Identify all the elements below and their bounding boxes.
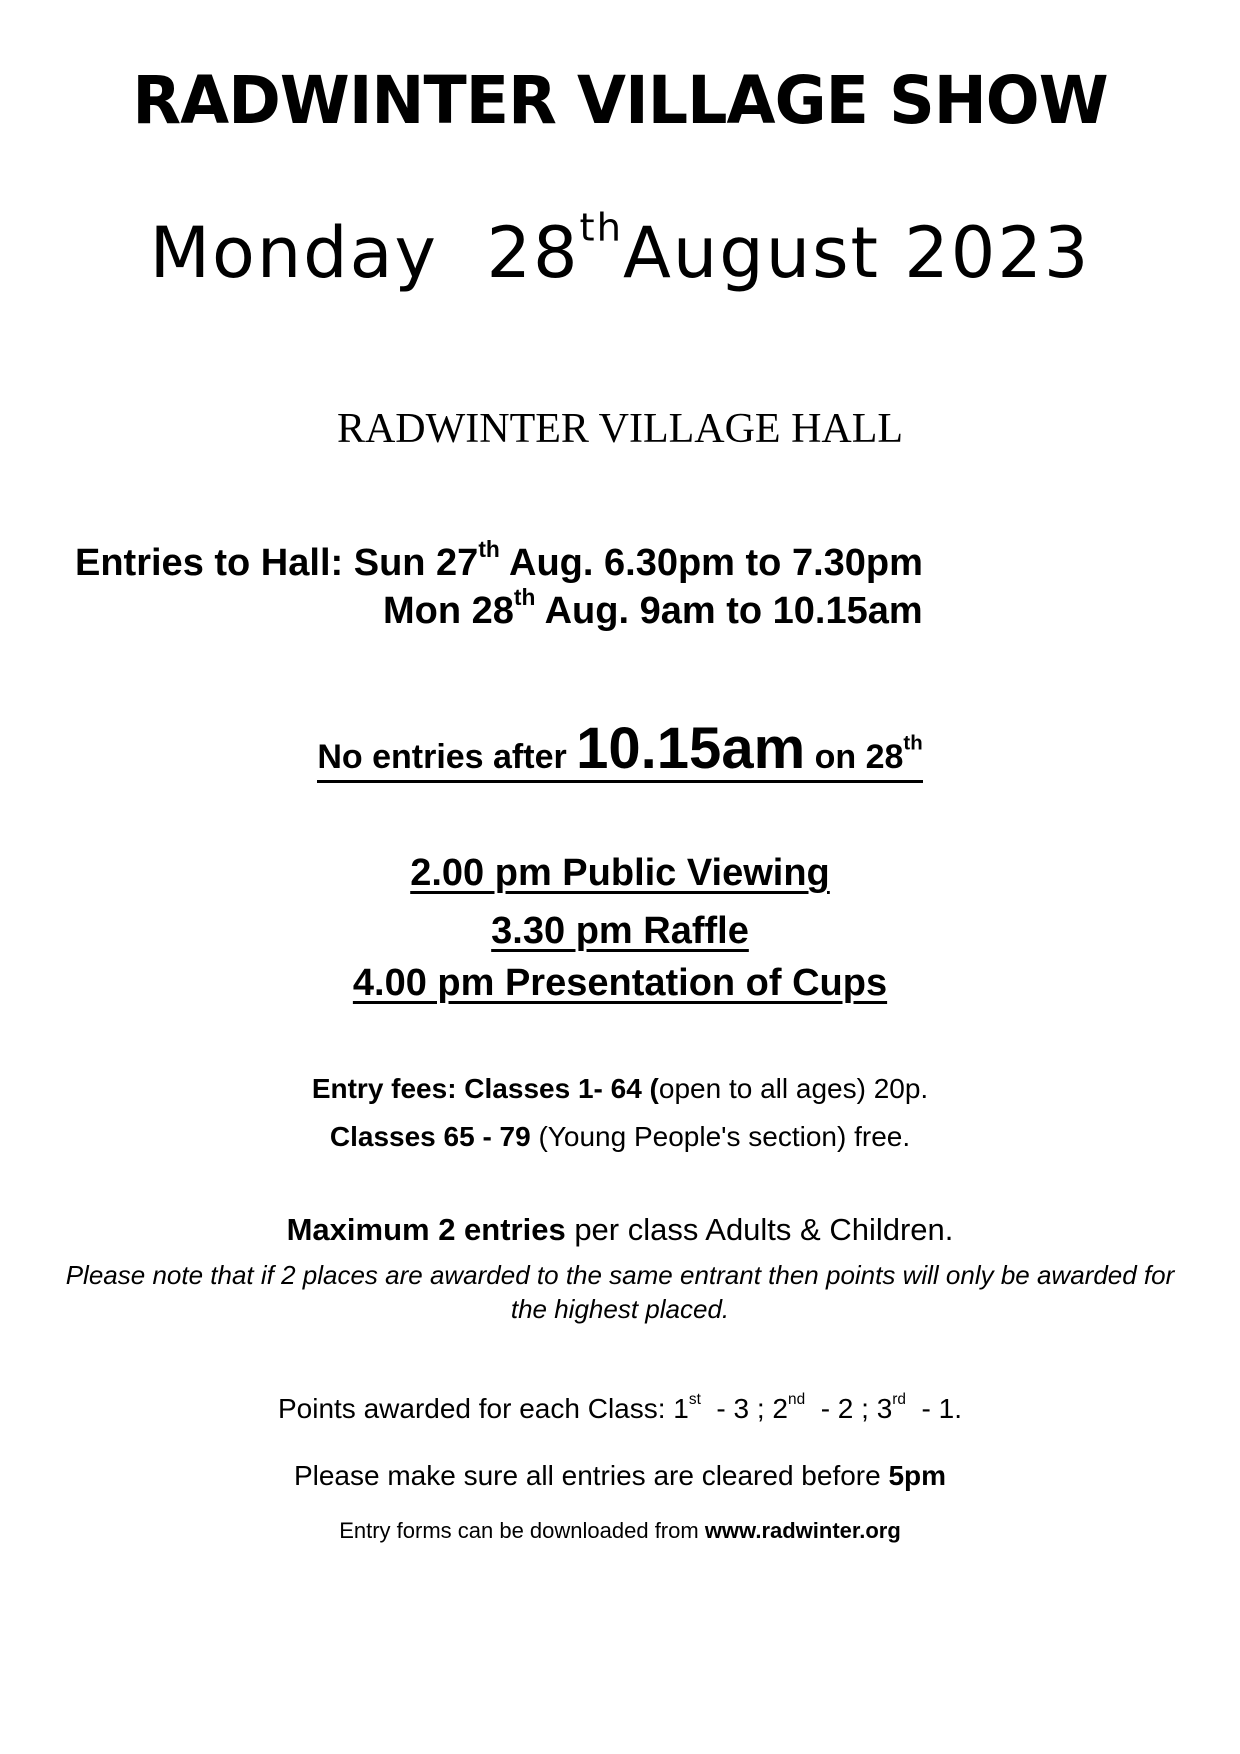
entries-label: Entries to Hall: [75,542,344,584]
no-entries-notice [0,716,1240,783]
maximum-entries [0,1212,1240,1248]
clear-entries-notice [0,1460,1240,1492]
show-title: RADWINTER VILLAGE SHOW [132,62,1108,139]
no-entries-suffix: th [903,732,923,755]
forms-normal: Entry forms can be downloaded from [339,1518,705,1543]
cleared-normal: Please make sure all entries are cleared before [293,1460,889,1491]
entry-fees-normal-2: (Young People's section) free. [530,1121,911,1152]
date-month-year: August 2023 [623,212,1091,294]
points-suffix-2: nd [788,1391,806,1409]
schedule-item-cups [0,962,1240,1005]
entries-day-2: Mon 28 [383,590,514,632]
venue: RADWINTER VILLAGE HALL [336,406,904,452]
points-part-1: - 3 ; 2 [700,1393,789,1424]
maximum-normal: per class Adults & Children. [565,1212,954,1247]
show-date [0,205,1240,294]
entries-line-1 [75,535,923,585]
points-awarded [0,1393,1240,1425]
points-part-2: - 2 ; 3 [805,1393,893,1424]
points-suffix-1: st [688,1391,701,1409]
placement-note [0,1258,1240,1326]
date-day-suffix: th [579,205,624,251]
entry-fees-bold-2: Classes 65 - 79 [329,1121,531,1152]
points-prefix: Points awarded for each Class: 1 [277,1393,689,1424]
schedule-text-raffle: 3.30 pm Raffle [491,910,749,952]
entry-forms-notice [0,1518,1240,1544]
schedule-text-viewing: 2.00 pm Public Viewing [410,852,830,894]
entries-day-1-suffix: th [478,535,500,562]
entries-line-2 [383,583,923,633]
schedule-item-raffle [0,910,1240,953]
no-entries-time: 10.15am [576,716,806,781]
entries-rest-1: Aug. 6.30pm to 7.30pm [509,542,923,584]
entries-day-2-suffix: th [513,583,536,610]
schedule-text-cups: 4.00 pm Presentation of Cups [352,962,888,1004]
no-entries-on: on 28 [814,738,904,776]
date-day: 28 [486,212,580,294]
points-suffix-3: rd [892,1391,906,1409]
entry-fees-line-1 [0,1073,1240,1105]
entry-fees-line-2 [0,1121,1240,1153]
entries-day-1: Sun 27 [353,542,479,584]
date-weekday: Monday [149,212,438,294]
forms-website-link[interactable]: www.radwinter.org [704,1518,901,1543]
schedule-item-viewing [0,852,1240,895]
points-part-3: - 1. [905,1393,962,1424]
cleared-bold: 5pm [888,1460,947,1491]
maximum-bold: Maximum 2 entries [286,1212,566,1247]
entries-rest-2: Aug. 9am to 10.15am [544,590,923,632]
placement-note-text: Please note that if 2 places are awarded to the same entrant then points will only be awarded for the highest placed. [65,1260,1175,1324]
entry-fees-normal-1: open to all ages) 20p. [658,1073,929,1104]
no-entries-prefix: No entries after [317,738,567,776]
entry-fees-bold-1: Entry fees: Classes 1- 64 ( [311,1073,659,1104]
